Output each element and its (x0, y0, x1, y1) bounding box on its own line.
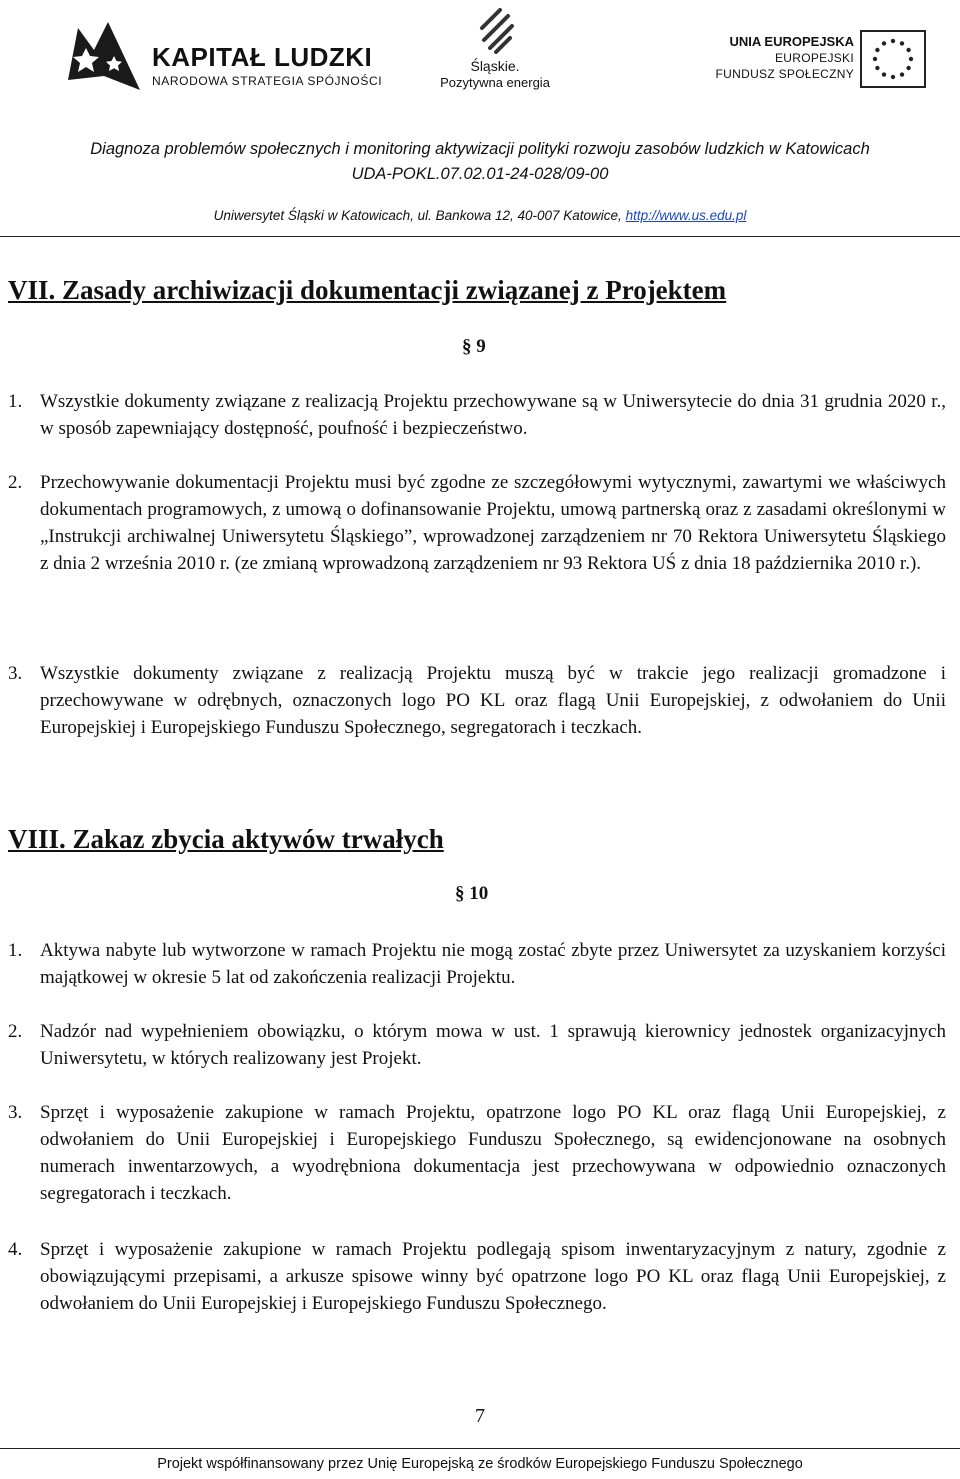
list-item: 2. Przechowywanie dokumentacji Projektu musi być zgodne ze szczegółowymi wytycznymi, zawartymi we właściwych dokumentach programowych, z umową o dofinansowanie Projektu, umową partnerską oraz z zasadami określonymi w „Instrukcji archiwalnej Uniwersytetu Śląskiego”, wprowadzonej zarządzeniem nr 70 Rektora Uniwersytetu Śląskiego z dnia 2 września 2010 r. (ze zmianą wprowadzoną zarządzeniem nr 93 Rektora UŚ z dnia 18 października 2010 r.). (8, 472, 946, 574)
list-item: 1. Wszystkie dokumenty związane z realizacją Projektu przechowywane są w Uniwersytecie do dnia 31 grudnia 2020 r., w sposób zapewniający dostępność, poufność i bezpieczeństwo. (8, 391, 946, 439)
project-code: UDA-POKL.07.02.01-24-028/09-00 (351, 165, 609, 183)
footer-divider (0, 1448, 960, 1449)
eu-star-icon (909, 57, 913, 61)
eu-star-icon (882, 41, 886, 45)
eu-star-icon (900, 41, 904, 45)
list-item: 3. Wszystkie dokumenty związane z realizacją Projektu muszą być w trakcie jego realizacji gromadzone i przechowywane w odrębnych, oznaczonych logo PO KL oraz flagą Unii Europejskiej, z odwołaniem do Unii Europejskiej i Europejskiego Funduszu Społecznego, segregatorach i teczkach. (8, 663, 946, 738)
eu-logo (715, 30, 930, 92)
eu-star-icon (891, 75, 895, 79)
page-number: 7 (475, 1405, 485, 1427)
slaskie-logo (430, 6, 560, 96)
eu-star-icon (875, 48, 879, 52)
address-text: Uniwersytet Śląski w Katowicach, ul. Bankowa 12, 40-007 Katowice, (213, 208, 622, 223)
university-link[interactable]: http://www.us.edu.pl (625, 208, 747, 223)
eu-star-icon (906, 66, 910, 70)
eu-line-2: EUROPEJSKI (774, 51, 854, 65)
eu-star-icon (900, 72, 904, 76)
kapital-ludzki-emblem-icon (64, 20, 144, 100)
eu-star-icon (891, 39, 895, 43)
eu-star-icon (875, 66, 879, 70)
list-item: 4. Sprzęt i wyposażenie zakupione w ramach Projektu podlegają spisom inwentaryzacyjnym z natury, zgodnie z obowiązującymi przepisami, a arkusze spisowe winny być opatrzone logo PO KL oraz flagą Unii Europejskiej, z odwołaniem do Unii Europejskiej i Europejskiego Funduszu Społecznego. (8, 1239, 946, 1314)
section-7-paragraph: § 9 (462, 336, 486, 357)
slaskie-slogan: Pozytywna energia (440, 75, 550, 90)
eu-star-icon (906, 48, 910, 52)
eu-line-3: FUNDUSZ SPOŁECZNY (715, 67, 854, 81)
list-item: 2. Nadzór nad wypełnieniem obowiązku, o którym mowa w ust. 1 sprawują kierownicy jednostek organizacyjnych Uniwersytetu, w których realizowany jest Projekt. (8, 1021, 946, 1069)
section-8-title: VIII. Zakaz zbycia aktywów trwałych (8, 824, 444, 854)
kapital-ludzki-logo (64, 20, 383, 100)
university-address (0, 208, 960, 223)
list-item: 3. Sprzęt i wyposażenie zakupione w ramach Projektu, opatrzone logo PO KL oraz flagą Unii Europejskiej, z odwołaniem do Unii Europejskiej i Europejskiego Funduszu Społecznego, są ewidencjonowane na osobnych numerach inwentarzowych, a wyodrębniona dokumentacja jest przechowywana w odpowiednio oznaczonych segregatorach i teczkach. (8, 1102, 946, 1204)
list-item: 1. Aktywa nabyte lub wytworzone w ramach Projektu nie mogą zostać zbyte przez Uniwersytet za uzyskaniem korzyści majątkowej w okresie 5 lat od zakończenia realizacji Projektu. (8, 940, 946, 988)
eu-flag-icon (860, 30, 926, 88)
eu-star-icon (882, 72, 886, 76)
eu-star-icon (873, 57, 877, 61)
eu-line-1: UNIA EUROPEJSKA (729, 34, 854, 49)
kapital-ludzki-subtitle: NARODOWA STRATEGIA SPÓJNOŚCI (152, 74, 383, 88)
header-divider (0, 236, 960, 237)
slaskie-emblem-icon (460, 6, 530, 58)
slaskie-title: Śląskie. (470, 58, 520, 74)
page-footer: Projekt współfinansowany przez Unię Europejską ze środków Europejskiego Funduszu Społecznego (157, 1456, 803, 1472)
section-7-title: VII. Zasady archiwizacji dokumentacji związanej z Projektem (8, 275, 727, 305)
kapital-ludzki-title: KAPITAŁ LUDZKI (152, 42, 373, 72)
project-title: Diagnoza problemów społecznych i monitoring aktywizacji polityki rozwoju zasobów ludzkich w Katowicach (90, 140, 870, 158)
section-8-paragraph: § 10 (455, 883, 489, 904)
page-header (0, 0, 960, 240)
